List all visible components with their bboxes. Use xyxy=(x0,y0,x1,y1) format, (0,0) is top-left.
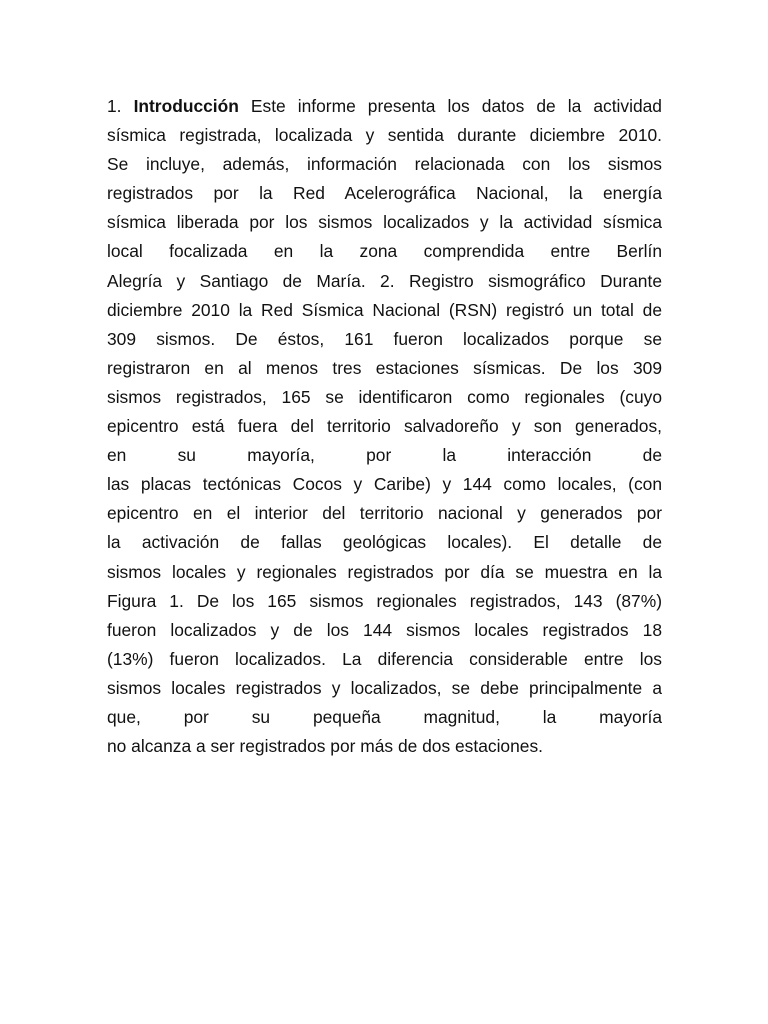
section-heading: Introducción xyxy=(133,96,239,116)
text-line-22: que, por su pequeña magnitud, la mayoría xyxy=(107,706,662,727)
section-number: 1. xyxy=(107,96,122,116)
text-line-11: sismos registrados, 165 se identificaron como regionales (cuyo xyxy=(107,386,662,407)
text-line-7: Alegría y Santiago de María. 2. Registro sismográfico Durante xyxy=(107,270,662,291)
body-paragraph xyxy=(107,92,662,761)
text-line-4: registrados por la Red Acelerográfica Nacional, la energía xyxy=(107,183,662,204)
text-line-13: en su mayoría, por la interacción de xyxy=(107,445,662,466)
text-line-19: fueron localizados y de los 144 sismos locales registrados 18 xyxy=(107,619,662,640)
text-line-14: las placas tectónicas Cocos y Caribe) y 144 como locales, (con xyxy=(107,474,662,495)
text-line-21: sismos locales registrados y localizados, se debe principalmente a xyxy=(107,677,662,698)
text-line-1 xyxy=(107,92,662,121)
text-line-10: registraron en al menos tres estaciones sísmicas. De los 309 xyxy=(107,357,662,378)
text-line-6: local focalizada en la zona comprendida entre Berlín xyxy=(107,241,662,262)
text-line-20: (13%) fueron localizados. La diferencia considerable entre los xyxy=(107,648,662,669)
text-line-16: la activación de fallas geológicas locales). El detalle de xyxy=(107,532,662,553)
text-line-8: diciembre 2010 la Red Sísmica Nacional (RSN) registró un total de xyxy=(107,299,662,320)
text-line-5: sísmica liberada por los sismos localizados y la actividad sísmica xyxy=(107,212,662,233)
text-line-3: Se incluye, además, información relacionada con los sismos xyxy=(107,154,662,175)
line-text: Este informe presenta los datos de la actividad xyxy=(250,96,662,116)
text-line-12: epicentro está fuera del territorio salvadoreño y son generados, xyxy=(107,416,662,437)
text-line-18: Figura 1. De los 165 sismos regionales registrados, 143 (87%) xyxy=(107,590,662,611)
text-line-9: 309 sismos. De éstos, 161 fueron localizados porque se xyxy=(107,328,662,349)
text-line-23: no alcanza a ser registrados por más de dos estaciones. xyxy=(107,736,543,757)
text-line-17: sismos locales y regionales registrados por día se muestra en la xyxy=(107,561,662,582)
text-line-2: sísmica registrada, localizada y sentida durante diciembre 2010. xyxy=(107,125,662,146)
text-line-15: epicentro en el interior del territorio nacional y generados por xyxy=(107,503,662,524)
